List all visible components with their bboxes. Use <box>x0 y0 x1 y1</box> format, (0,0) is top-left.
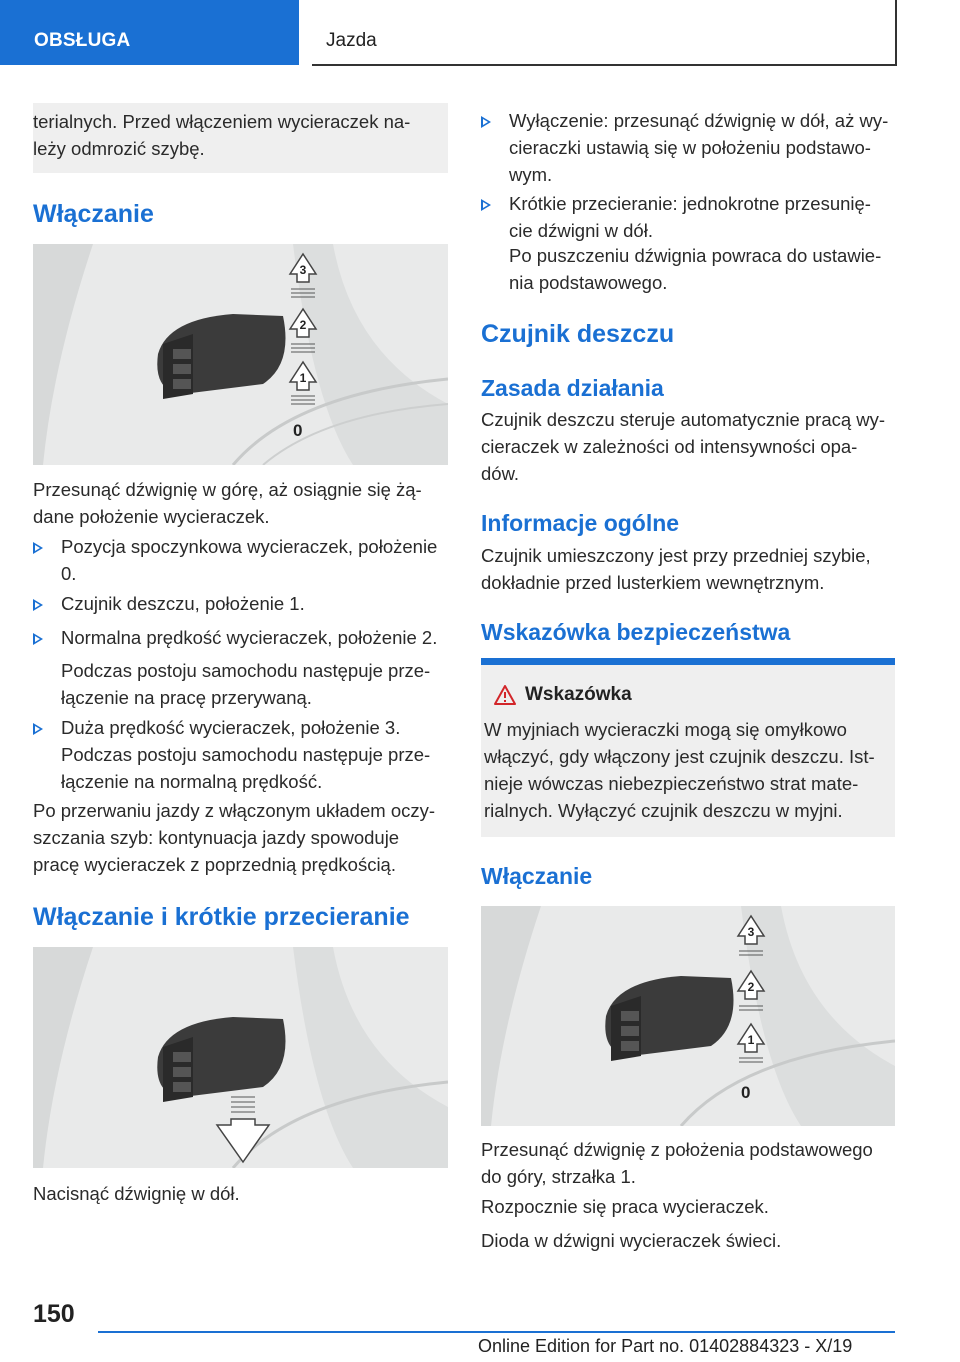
label-0: 0 <box>293 421 303 440</box>
intro-text: terialnych. Przed włączeniem wycieraczek na- leży odmrozić szybę. <box>33 111 411 159</box>
heading-safety: Wskazówka bezpieczeństwa <box>481 619 791 645</box>
para-continue: Po przerwaniu jazdy z włączonym układem oczy- szczania szyb: kontynuacja jazdy spowoduje pracę wycieraczek z poprzednią prędkością. <box>33 800 436 875</box>
heading-wlaczanie-2: Włączanie <box>481 863 593 889</box>
para-lever-up: Przesunąć dźwignię w górę, aż osiągnie się żą- dane położenie wycieraczek. <box>33 479 422 527</box>
list-item-note: Po puszczeniu dźwignia powraca do ustawie- nia podstawowego. <box>509 245 882 293</box>
label-3: 3 <box>747 925 755 939</box>
warning-text: W myjniach wycieraczki mogą się omyłkowo włączyć, gdy włączony jest czujnik deszczu. Ist- nieje wówczas niebezpieczeństwo strat mate- rialnych. Wyłączyć czujnik deszczu w myjni. <box>484 719 875 821</box>
para-start: Rozpocznie się praca wycieraczek. <box>481 1196 769 1217</box>
para-press-down: Nacisnąć dźwignię w dół. <box>33 1183 240 1204</box>
lever-up-image <box>33 244 448 465</box>
label-0: 0 <box>741 1083 751 1102</box>
bullet-triangle-icon <box>33 723 43 735</box>
bullet-triangle-icon <box>33 599 43 611</box>
lever-up-image-2 <box>481 906 895 1126</box>
heading-wlaczanie: Włączanie <box>33 200 154 228</box>
heading-czujnik-deszczu: Czujnik deszczu <box>481 320 675 348</box>
para-on: Przesunąć dźwignię z położenia podstawowego do góry, strzałka 1. <box>481 1139 873 1187</box>
warning-box <box>481 665 895 837</box>
footer-rule <box>98 1331 895 1333</box>
label-1: 1 <box>747 1033 755 1047</box>
section-tab <box>0 0 299 65</box>
bullet-triangle-icon <box>33 633 43 645</box>
intro-box <box>33 103 448 173</box>
lever-down-image <box>33 947 448 1168</box>
heading-informacje: Informacje ogólne <box>481 510 680 536</box>
para-general: Czujnik umieszczony jest przy przedniej szybie, dokładnie przed lusterkiem wewnętrznym. <box>481 545 871 593</box>
para-principle: Czujnik deszczu steruje automatycznie pracą wy- cieraczek w zależności od intensywności opa- dów. <box>481 409 886 484</box>
label-2: 2 <box>747 980 755 994</box>
label-2: 2 <box>299 318 307 332</box>
bullet-triangle-icon <box>33 542 43 554</box>
footer-edition: Online Edition for Part no. 01402884323 - X/19 <box>478 1336 853 1356</box>
page-number: 150 <box>33 1300 75 1328</box>
label-3: 3 <box>299 263 307 277</box>
heading-zasada: Zasada działania <box>481 375 664 401</box>
list-item-note: Podczas postoju samochodu następuje prze- łączenie na pracę przerywaną. <box>61 660 431 708</box>
para-diode: Dioda w dźwigni wycieraczek świeci. <box>481 1230 782 1251</box>
heading-wlaczanie-przecieranie: Włączanie i krótkie przecieranie <box>33 903 410 931</box>
chapter-tab <box>312 0 897 66</box>
bullet-triangle-icon <box>481 116 491 128</box>
warning-bar <box>481 658 895 665</box>
chapter-label: Jazda <box>326 30 377 51</box>
section-label: OBSŁUGA <box>34 30 131 51</box>
label-1: 1 <box>299 371 307 385</box>
bullet-triangle-icon <box>481 199 491 211</box>
warning-title: Wskazówka <box>525 684 632 705</box>
list-item-note: Podczas postoju samochodu następuje prze- łączenie na normalną prędkość. <box>61 744 431 792</box>
warning-triangle-icon <box>493 684 517 706</box>
